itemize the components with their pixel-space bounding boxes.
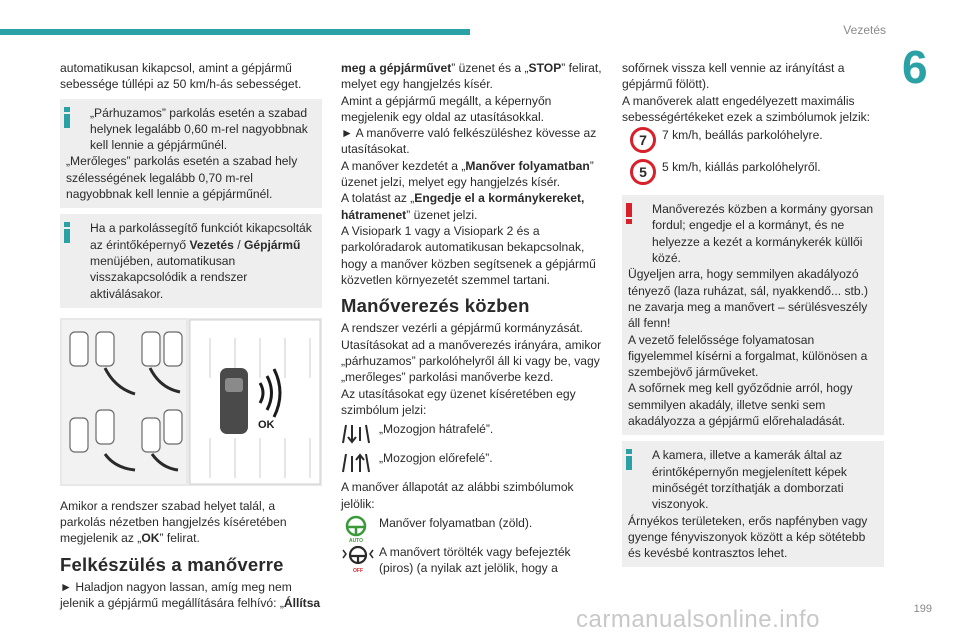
parking-figure xyxy=(60,318,322,486)
column-2 xyxy=(341,60,605,579)
status-intro: A manőver állapotát az alábbi szimbólumok jelölik: xyxy=(341,480,574,511)
steering-wheel-off-icon xyxy=(341,544,375,574)
info-text-reactivation: Ha a parkolássegítő funkciót kikapcsolták az érintőképernyő Vezetés / Gépjármű menüjében, automatikusan visszakapcsolódik a rendszer aktiválásakor. xyxy=(90,221,312,301)
header-accent-bar xyxy=(0,29,470,35)
car-icon xyxy=(220,368,248,434)
info-box-dimensions xyxy=(60,99,322,209)
heading-preparation: Felkészülés a manőverre xyxy=(60,553,284,575)
visiopark-paragraph: A Visiopark 1 vagy a Visiopark 2 és a parkolóradarok automatikusan bekapcsolnak, hogy a manőver közben segítsenek a gépjármű közvetlen környezetét szemmel tartani. xyxy=(341,223,596,287)
instructions-paragraph: Amint a gépjármű megállt, a képernyőn megjelenik egy oldal az utasításokkal. xyxy=(341,93,552,124)
info-text-terrain: A kamera, illetve a kamerák által az érintőképernyőn megjelenített képek minőségét torzíthatják a domborzati viszonyok. xyxy=(652,448,847,512)
symbol-forward: „Mozogjon előrefelé”. xyxy=(341,450,605,476)
speed-limit-5: 5 5 km/h, kiállás parkolóhelyről. xyxy=(622,159,884,189)
found-paragraph: Amikor a rendszer szabad helyet talál, a parkolás nézetben hangjelzés kíséretében megjelenik az „OK” felirat. xyxy=(60,498,287,546)
section-title: Vezetés xyxy=(843,23,886,37)
speed-sign-icon: 7 xyxy=(630,127,656,153)
warning-text-steering: Manőverezés közben a kormány gyorsan fordul; engedje el a kormányt, és ne helyezze a kezét a kormánykerék küllői közé. xyxy=(652,202,874,266)
move-forward-icon xyxy=(341,450,371,476)
svg-text:OK: OK xyxy=(258,418,275,431)
info-text-perpendicular: „Merőleges” parkolás esetén a szabad hely szélességének legalább 0,70 m-rel nagyobbnak kell lennie a gépjárműnél. xyxy=(66,154,298,202)
svg-text:AUTO: AUTO xyxy=(348,537,364,543)
follow-paragraph: ► A manőverre való felkészüléshez kövesse az utasításokat. xyxy=(341,126,597,157)
column-1 xyxy=(60,60,322,612)
steering-wheel-icon xyxy=(341,515,371,543)
info-icon xyxy=(64,222,70,243)
info-box-camera xyxy=(622,441,884,567)
warning-box xyxy=(622,195,884,435)
start-paragraph: A manőver kezdetét a „Manőver folyamatban” üzenet jelzi, melyet egy hangjelzés kísér. xyxy=(341,158,594,190)
warning-text-obstacles: Ügyeljen arra, hogy semmilyen akadályozó tényező (laza ruházat, sál, nyakkendő... stb.) ne zavarja meg a manővert – sérülésveszély áll fenn! xyxy=(628,267,868,331)
column-3 xyxy=(622,60,884,573)
parking-illustration xyxy=(60,318,322,486)
symbol-active: AUTO Manőver folyamatban (zöld). xyxy=(341,515,605,541)
info-text-parallel: „Párhuzamos” parkolás esetén a szabad helynek legalább 0,60 m-rel nagyobbnak kell lennie a gépjárműnél. xyxy=(90,105,308,153)
intro-paragraph: automatikusan kikapcsol, amint a gépjármű sebessége túllépi az 50 km/h-ás sebességet. xyxy=(60,61,302,92)
heading-during: Manőverezés közben xyxy=(341,295,530,317)
warning-icon xyxy=(626,203,632,224)
stop-paragraph: meg a gépjárművet” üzenet és a „STOP” felirat, melyet egy hangjelzés kísér. xyxy=(341,61,602,92)
info-text-lighting: Árnyékos területeken, erős napfényben vagy gyenge fényviszonyok között a kép sötétebb és kevésbé kontrasztos lehet. xyxy=(628,513,868,561)
symbol-backward: „Mozogjon hátrafelé”. xyxy=(341,421,605,447)
watermark: carmanualsonline.info xyxy=(576,606,820,633)
speed-sign-icon: 5 xyxy=(630,159,656,185)
steering-paragraph: A rendszer vezérli a gépjármű kormányzását. Utasításokat ad a manőverezés irányára, amikor „párhuzamos” parkolóhelyről áll ki vagy be, vagy „merőleges” parkolási manőverbe kezd. xyxy=(341,321,602,385)
chapter-number: 6 xyxy=(902,41,928,93)
warning-text-clearance: A sofőrnek meg kell győződnie arról, hogy semmilyen akadály, illetve senki sem akadályozza a gépjármű előrehaladását. xyxy=(628,381,853,429)
info-icon xyxy=(64,107,70,128)
speed-limit-7: 7 7 km/h, beállás parkolóhelyre. xyxy=(622,127,884,157)
control-paragraph: sofőrnek vissza kell vennie az irányítást a gépjármű fölött). xyxy=(622,61,845,92)
info-box-reactivation xyxy=(60,214,322,307)
warning-text-responsibility: A vezető felelőssége folyamatosan figyelemmel kísérni a forgalmat, különösen a szembejövő járműveket. xyxy=(628,332,868,380)
reverse-paragraph: A tolatást az „Engedje el a kormánykereket, hátramenet” üzenet jelzi. xyxy=(341,191,585,222)
page-number: 199 xyxy=(913,603,932,615)
svg-text:OFF: OFF xyxy=(353,567,363,574)
info-icon xyxy=(626,449,632,470)
prep-paragraph: ► Haladjon nagyon lassan, amíg meg nem jelenik a gépjármű megállítására felhívó: „Állítsa xyxy=(60,580,321,611)
symbol-cancelled: OFF A manővert törölték vagy befejezték (piros) (a nyilak azt jelölik, hogy a xyxy=(341,544,605,577)
symbol-intro: Az utasításokat egy üzenet kíséretében egy szimbólum jelzi: xyxy=(341,386,576,417)
speed-intro: A manőverek alatt engedélyezett maximális sebességértékeket ezek a szimbólumok jelzik: xyxy=(622,93,871,124)
move-backward-icon xyxy=(341,421,371,447)
